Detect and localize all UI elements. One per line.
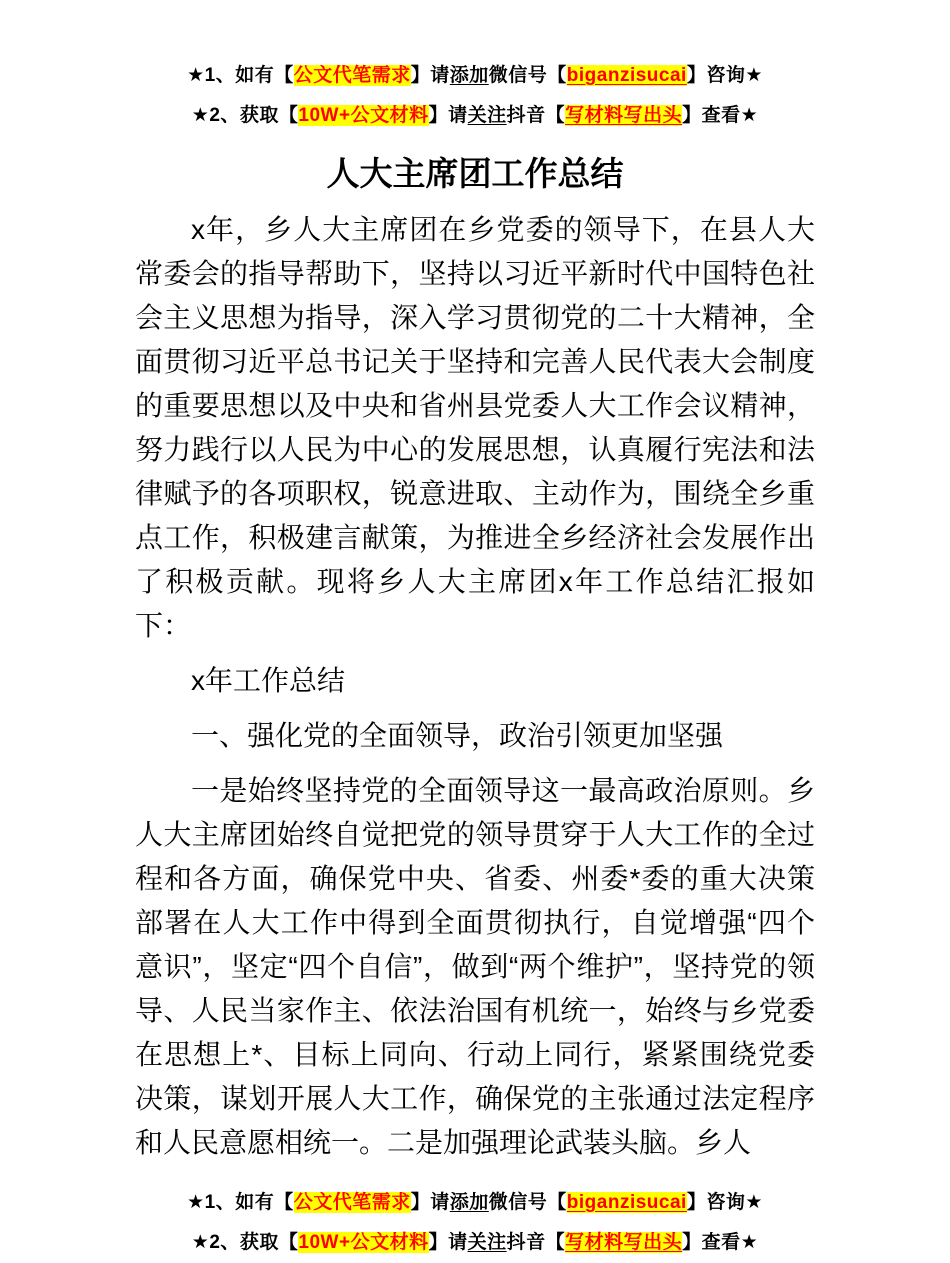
promo-line [135,1223,815,1263]
paragraph-section-heading: 一、强化党的全面领导，政治引领更加坚强 [191,720,724,751]
promo-star-prefix: ★1、如有【 [187,1192,294,1213]
promo-star-prefix: ★1、如有【 [187,65,294,86]
promo-douyin-id: 写材料写出头 [565,105,683,126]
promo-douyin-id: 写材料写出头 [565,1232,683,1253]
promo-star-suffix: 】咨询★ [686,65,763,86]
promo-text: 微信号【 [488,65,567,86]
promo-action-add: 添加 [449,1192,489,1213]
promo-star-suffix: 】查看★ [682,1232,759,1253]
promo-action-follow: 关注 [467,105,507,126]
promo-text: 】请 [410,65,450,86]
promo-star-prefix: ★2、获取【 [191,105,299,126]
promo-material-highlight: 10W+公文材料 [298,1232,429,1253]
promo-star-prefix: ★2、获取【 [191,1232,299,1253]
promo-line [135,56,815,96]
paragraph-intro: x年，乡人大主席团在乡党委的领导下，在县人大常委会的指导帮助下，坚持以习近平新时代中国特色社会主义思想为指导，深入学习贯彻党的二十大精神，全面贯彻习近平总书记关于坚持和完善人民代表大会制度的重要思想以及中央和省州县党委人大工作会议精神，努力践行以人民为中心的发展思想，认真履行宪法和法律赋予的各项职权，锐意进取、主动作为，围绕全乡重点工作，积极建言献策，为推进全乡经济社会发展作出了积极贡献。现将乡人大主席团x年工作总结汇报如下： [135,214,815,641]
promo-material-highlight: 10W+公文材料 [298,105,429,126]
promo-text: 】请 [428,1232,468,1253]
promo-text: 】请 [428,105,468,126]
promo-footer [135,1183,815,1263]
promo-text: 抖音【 [506,1232,566,1253]
document-title: 人大主席团工作总结 [326,155,624,192]
promo-text: 抖音【 [506,105,566,126]
promo-text: 微信号【 [488,1192,567,1213]
promo-header [135,56,815,136]
promo-star-suffix: 】咨询★ [686,1192,763,1213]
promo-service-highlight: 公文代笔需求 [293,65,411,86]
promo-line [135,96,815,136]
promo-service-highlight: 公文代笔需求 [293,1192,411,1213]
promo-text: 】请 [410,1192,450,1213]
paragraph-subtitle: x年工作总结 [191,665,346,696]
promo-wechat-id: biganzisucai [566,1192,687,1213]
promo-star-suffix: 】查看★ [682,105,759,126]
promo-wechat-id: biganzisucai [566,65,687,86]
promo-action-add: 添加 [449,65,489,86]
paragraph-section-body: 一是始终坚持党的全面领导这一最高政治原则。乡人大主席团始终自觉把党的领导贯穿于人大工作的全过程和各方面，确保党中央、省委、州委*委的重大决策部署在人大工作中得到全面贯彻执行，自觉增强“四个意识”，坚定“四个自信”，做到“两个维护”，坚持党的领导、人民当家作主、依法治国有机统一，始终与乡党委在思想上*、目标上同向、行动上同行，紧紧围绕党委决策，谋划开展人大工作，确保党的主张通过法定程序和人民意愿相统一。二是加强理论武装头脑。乡人 [135,775,815,1158]
promo-line [135,1183,815,1223]
promo-action-follow: 关注 [467,1232,507,1253]
document-body [135,208,815,1165]
